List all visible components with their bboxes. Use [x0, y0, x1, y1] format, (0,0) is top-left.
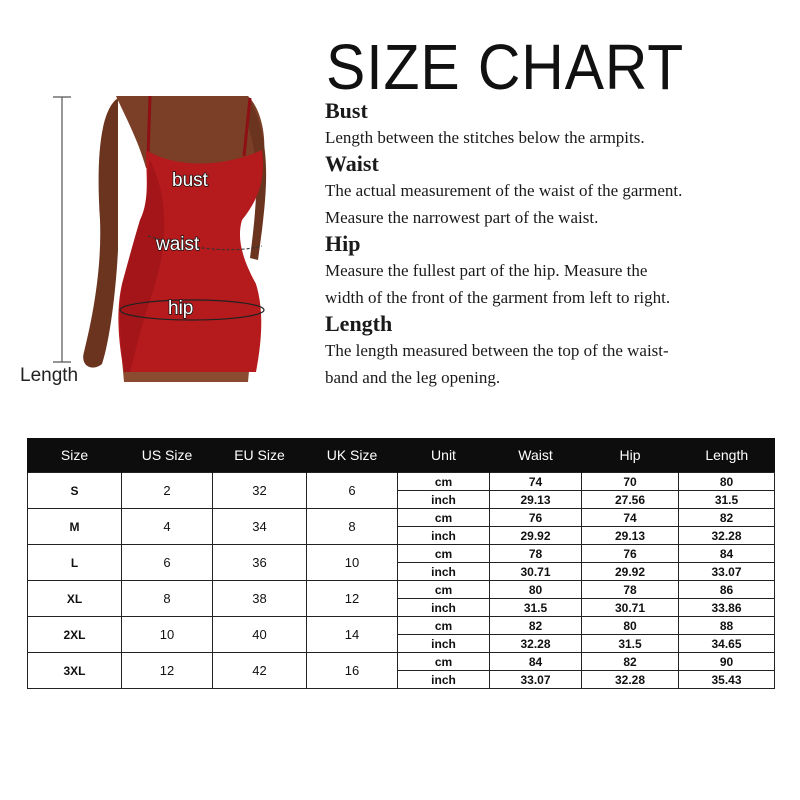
header-hip: Hip: [582, 438, 679, 473]
hip-cell: 29.92: [582, 563, 679, 581]
unit-cell: cm: [398, 581, 490, 599]
eu-size-cell: 32: [213, 473, 307, 509]
section-length: [325, 311, 795, 391]
length-cell: 80: [679, 473, 775, 491]
unit-cell: inch: [398, 527, 490, 545]
length-cell: 35.43: [679, 671, 775, 689]
table-row: [28, 581, 775, 599]
section-bust: [325, 98, 795, 151]
model-left-arm: [83, 98, 118, 368]
length-label: Length: [20, 365, 79, 386]
table-row: [28, 653, 775, 671]
waist-cell: 33.07: [490, 671, 582, 689]
header-us-size: US Size: [122, 438, 213, 473]
us-size-cell: 10: [122, 617, 213, 653]
waist-cell: 29.13: [490, 491, 582, 509]
section-heading: Waist: [325, 151, 379, 176]
waist-cell: 31.5: [490, 599, 582, 617]
size-table: [27, 438, 775, 689]
waist-cell: 82: [490, 617, 582, 635]
section-line: The actual measurement of the waist of the garment.: [325, 181, 683, 200]
size-cell: L: [28, 545, 122, 581]
hip-label: hip: [168, 298, 194, 319]
section-line: Measure the fullest part of the hip. Measure the: [325, 261, 648, 280]
table-row: [28, 509, 775, 527]
eu-size-cell: 38: [213, 581, 307, 617]
us-size-cell: 12: [122, 653, 213, 689]
measurement-descriptions: [325, 98, 795, 391]
unit-cell: cm: [398, 617, 490, 635]
waist-cell: 29.92: [490, 527, 582, 545]
waist-cell: 80: [490, 581, 582, 599]
hip-cell: 30.71: [582, 599, 679, 617]
section-waist: [325, 151, 795, 231]
waist-cell: 78: [490, 545, 582, 563]
size-cell: 2XL: [28, 617, 122, 653]
header-length: Length: [679, 438, 775, 473]
hip-cell: 82: [582, 653, 679, 671]
eu-size-cell: 36: [213, 545, 307, 581]
length-cell: 86: [679, 581, 775, 599]
table-row: [28, 473, 775, 491]
hip-cell: 74: [582, 509, 679, 527]
size-table-header: [28, 438, 775, 473]
unit-cell: inch: [398, 491, 490, 509]
uk-size-cell: 6: [307, 473, 398, 509]
table-row: [28, 545, 775, 563]
us-size-cell: 4: [122, 509, 213, 545]
hip-cell: 70: [582, 473, 679, 491]
uk-size-cell: 10: [307, 545, 398, 581]
uk-size-cell: 8: [307, 509, 398, 545]
hip-cell: 78: [582, 581, 679, 599]
unit-cell: inch: [398, 635, 490, 653]
length-cell: 90: [679, 653, 775, 671]
unit-cell: cm: [398, 509, 490, 527]
bust-label: bust: [172, 170, 208, 191]
eu-size-cell: 42: [213, 653, 307, 689]
unit-cell: cm: [398, 653, 490, 671]
hip-cell: 27.56: [582, 491, 679, 509]
section-line: Measure the narrowest part of the waist.: [325, 208, 599, 227]
waist-cell: 32.28: [490, 635, 582, 653]
header-eu-size: EU Size: [213, 438, 307, 473]
eu-size-cell: 34: [213, 509, 307, 545]
length-cell: 34.65: [679, 635, 775, 653]
uk-size-cell: 12: [307, 581, 398, 617]
unit-cell: inch: [398, 599, 490, 617]
size-cell: M: [28, 509, 122, 545]
us-size-cell: 8: [122, 581, 213, 617]
page-title: SIZE CHART: [326, 31, 685, 103]
section-line: Length between the stitches below the armpits.: [325, 128, 645, 147]
length-cell: 33.86: [679, 599, 775, 617]
waist-cell: 30.71: [490, 563, 582, 581]
length-cell: 82: [679, 509, 775, 527]
section-heading: Hip: [325, 231, 361, 256]
hip-cell: 29.13: [582, 527, 679, 545]
table-row: [28, 617, 775, 635]
section-heading: Bust: [325, 98, 368, 123]
size-cell: 3XL: [28, 653, 122, 689]
us-size-cell: 6: [122, 545, 213, 581]
length-cell: 32.28: [679, 527, 775, 545]
waist-cell: 74: [490, 473, 582, 491]
unit-cell: cm: [398, 545, 490, 563]
hip-cell: 31.5: [582, 635, 679, 653]
length-cell: 88: [679, 617, 775, 635]
header-unit: Unit: [398, 438, 490, 473]
uk-size-cell: 16: [307, 653, 398, 689]
size-cell: XL: [28, 581, 122, 617]
hip-cell: 76: [582, 545, 679, 563]
section-hip: [325, 231, 795, 311]
waist-cell: 84: [490, 653, 582, 671]
us-size-cell: 2: [122, 473, 213, 509]
length-cell: 33.07: [679, 563, 775, 581]
waist-label: waist: [156, 234, 200, 255]
waist-cell: 76: [490, 509, 582, 527]
section-heading: Length: [325, 311, 393, 336]
header-waist: Waist: [490, 438, 582, 473]
length-cell: 84: [679, 545, 775, 563]
unit-cell: inch: [398, 563, 490, 581]
section-line: The length measured between the top of the waist-: [325, 341, 669, 360]
hip-cell: 32.28: [582, 671, 679, 689]
uk-size-cell: 14: [307, 617, 398, 653]
section-line: width of the front of the garment from left to right.: [325, 288, 671, 307]
hip-cell: 80: [582, 617, 679, 635]
eu-size-cell: 40: [213, 617, 307, 653]
dress-strap-left: [148, 96, 150, 156]
unit-cell: cm: [398, 473, 490, 491]
length-cell: 31.5: [679, 491, 775, 509]
header-uk-size: UK Size: [307, 438, 398, 473]
model-figure: [0, 90, 300, 400]
unit-cell: inch: [398, 671, 490, 689]
header-size: Size: [28, 438, 122, 473]
model-torso-skin: [116, 96, 264, 168]
section-line: band and the leg opening.: [325, 368, 501, 387]
size-cell: S: [28, 473, 122, 509]
